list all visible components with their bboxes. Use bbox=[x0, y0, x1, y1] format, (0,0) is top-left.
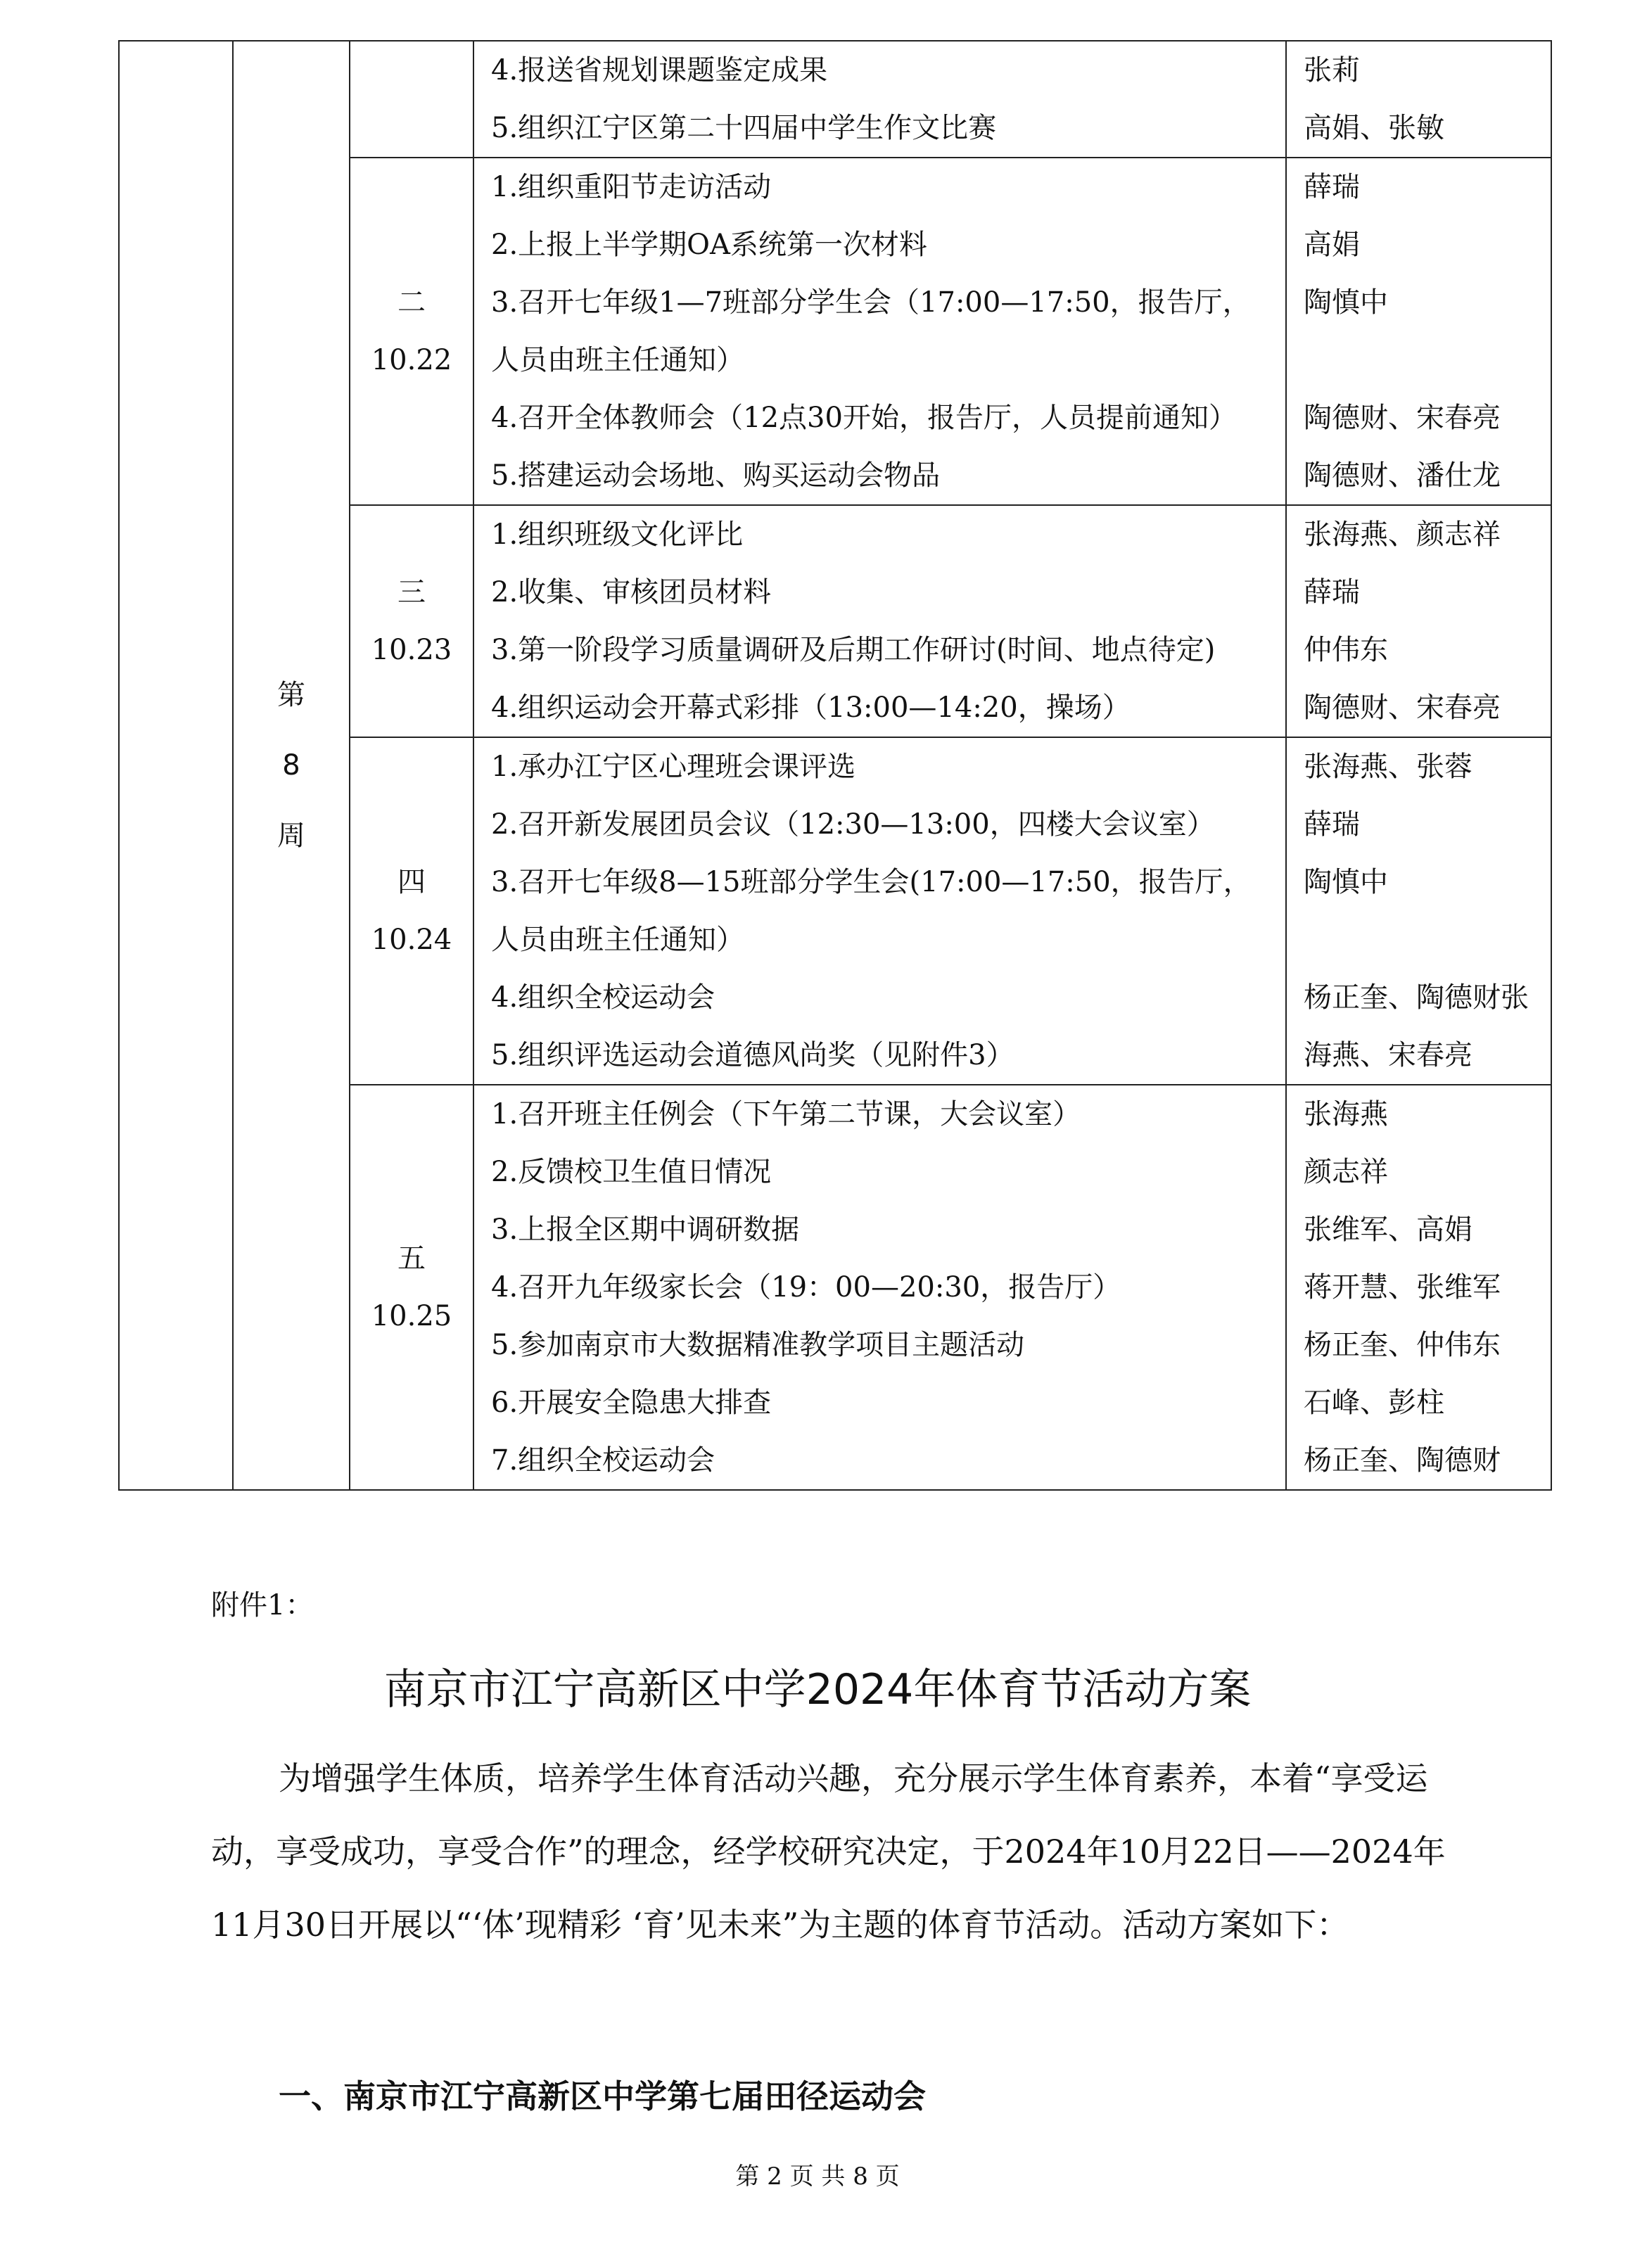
responsible-person: 张海燕、颜志祥 bbox=[1304, 518, 1501, 551]
day-cell bbox=[350, 505, 473, 737]
task-line: 1.组织重阳节走访活动 bbox=[491, 171, 772, 203]
schedule-body bbox=[119, 41, 1551, 1490]
week-label-char: 第 bbox=[277, 679, 305, 711]
responsible-person: 薛瑞 bbox=[1304, 171, 1360, 203]
task-line: 1.承办江宁区心理班会课评选 bbox=[491, 751, 856, 783]
responsible-person: 蒋开慧、张维军 bbox=[1304, 1271, 1501, 1304]
task-line: 3.第一阶段学习质量调研及后期工作研讨(时间、地点待定) bbox=[491, 634, 1216, 666]
responsible-cell bbox=[1286, 505, 1551, 737]
section-heading: 一、南京市江宁高新区中学第七届田径运动会 bbox=[279, 2077, 926, 2115]
attachment-label: 附件1： bbox=[211, 1589, 314, 1622]
responsible-person: 陶慎中 bbox=[1304, 866, 1388, 898]
responsible-cell bbox=[1286, 737, 1551, 1085]
task-line: 3.召开七年级1—7班部分学生会（17:00—17:50，报告厅， bbox=[491, 286, 1251, 319]
task-line: 1.召开班主任例会（下午第二节课，大会议室） bbox=[491, 1098, 1081, 1130]
task-line: 4.召开九年级家长会（19：00—20:30，报告厅） bbox=[491, 1271, 1121, 1304]
task-line: 1.组织班级文化评比 bbox=[491, 518, 744, 551]
responsible-cell bbox=[1286, 41, 1551, 158]
day-cell bbox=[350, 1085, 473, 1490]
week-cell bbox=[233, 41, 350, 1490]
tasks-cell bbox=[473, 1085, 1286, 1490]
responsible-person: 杨正奎、仲伟东 bbox=[1304, 1329, 1501, 1361]
task-line: 7.组织全校运动会 bbox=[491, 1444, 715, 1477]
day-cell bbox=[350, 158, 473, 505]
task-line: 4.组织运动会开幕式彩排（13:00—14:20，操场） bbox=[491, 692, 1131, 724]
day-cell bbox=[350, 737, 473, 1085]
task-line: 2.上报上半学期OA系统第一次材料 bbox=[491, 229, 927, 261]
task-line: 4.报送省规划课题鉴定成果 bbox=[491, 54, 828, 87]
task-line: 5.搭建运动会场地、购买运动会物品 bbox=[491, 459, 941, 492]
responsible-person: 薛瑞 bbox=[1304, 576, 1360, 609]
weekday-label: 三 bbox=[397, 576, 426, 609]
week-label-char: 8 bbox=[282, 749, 300, 782]
task-line: 6.开展安全隐患大排查 bbox=[491, 1387, 772, 1419]
task-line: 4.组织全校运动会 bbox=[491, 981, 715, 1014]
page-footer: 第 2 页 共 8 页 bbox=[735, 2162, 900, 2191]
date-label: 10.23 bbox=[371, 634, 452, 666]
tasks-cell bbox=[473, 158, 1286, 505]
task-line: 5.参加南京市大数据精准教学项目主题活动 bbox=[491, 1329, 1025, 1361]
intro-paragraph: 为增强学生体质，培养学生体育活动兴趣，充分展示学生体育素养，本着“享受运动，享受成功，享受合作”的理念，经学校研究决定，于2024年10月22日——2024年11月30日开展以“‘体’现精彩 ‘育’见未来”为主题的体育节活动。活动方案如下： bbox=[211, 1759, 1446, 1944]
date-label: 10.22 bbox=[371, 344, 452, 376]
task-line: 5.组织江宁区第二十四届中学生作文比赛 bbox=[491, 112, 997, 144]
responsible-person: 薛瑞 bbox=[1304, 808, 1360, 841]
responsible-person: 杨正奎、陶德财张 bbox=[1304, 981, 1529, 1014]
task-line: 2.召开新发展团员会议（12:30—13:00，四楼大会议室） bbox=[491, 808, 1215, 841]
day-cell bbox=[350, 41, 473, 158]
responsible-person: 海燕、宋春亮 bbox=[1304, 1039, 1472, 1071]
task-line: 2.收集、审核团员材料 bbox=[491, 576, 772, 609]
responsible-person: 陶德财、宋春亮 bbox=[1304, 692, 1501, 724]
weekday-label: 二 bbox=[397, 286, 426, 319]
responsible-person: 张海燕、张蓉 bbox=[1304, 751, 1472, 783]
date-label: 10.24 bbox=[371, 924, 452, 956]
responsible-person: 杨正奎、陶德财 bbox=[1304, 1444, 1501, 1477]
responsible-person: 陶德财、宋春亮 bbox=[1304, 402, 1501, 434]
document-title: 南京市江宁高新区中学2024年体育节活动方案 bbox=[383, 1665, 1252, 1714]
task-line: 4.召开全体教师会（12点30开始，报告厅，人员提前通知） bbox=[491, 402, 1237, 434]
responsible-person bbox=[1287, 911, 1551, 969]
task-line: 3.上报全区期中调研数据 bbox=[491, 1213, 800, 1246]
weekday-label: 五 bbox=[397, 1242, 426, 1275]
task-line: 人员由班主任通知） bbox=[491, 344, 744, 376]
blank-column-cell bbox=[119, 41, 233, 1490]
responsible-cell bbox=[1286, 158, 1551, 505]
responsible-person: 陶德财、潘仕龙 bbox=[1304, 459, 1501, 492]
responsible-person: 石峰、彭柱 bbox=[1304, 1387, 1444, 1419]
tasks-cell bbox=[473, 41, 1286, 158]
weekday-label: 四 bbox=[397, 866, 426, 898]
responsible-person: 颜志祥 bbox=[1304, 1156, 1388, 1188]
responsible-person: 张莉 bbox=[1304, 54, 1360, 87]
responsible-cell bbox=[1286, 1085, 1551, 1490]
task-line: 2.反馈校卫生值日情况 bbox=[491, 1156, 772, 1188]
responsible-person: 张海燕 bbox=[1304, 1098, 1388, 1130]
task-line: 人员由班主任通知） bbox=[491, 924, 744, 956]
week-label-char: 周 bbox=[277, 820, 305, 852]
date-label: 10.25 bbox=[371, 1300, 452, 1332]
tasks-cell bbox=[473, 737, 1286, 1085]
responsible-person: 高娟、张敏 bbox=[1304, 112, 1444, 144]
responsible-person: 仲伟东 bbox=[1304, 634, 1388, 666]
schedule-row bbox=[119, 41, 1551, 158]
tasks-cell bbox=[473, 505, 1286, 737]
responsible-person bbox=[1287, 331, 1551, 389]
responsible-person: 高娟 bbox=[1304, 229, 1360, 261]
task-line: 5.组织评选运动会道德风尚奖（见附件3） bbox=[491, 1039, 1014, 1071]
schedule-table bbox=[118, 40, 1552, 1491]
responsible-person: 张维军、高娟 bbox=[1304, 1213, 1472, 1246]
responsible-person: 陶慎中 bbox=[1304, 286, 1388, 319]
task-line: 3.召开七年级8—15班部分学生会(17:00—17:50，报告厅， bbox=[491, 866, 1252, 898]
